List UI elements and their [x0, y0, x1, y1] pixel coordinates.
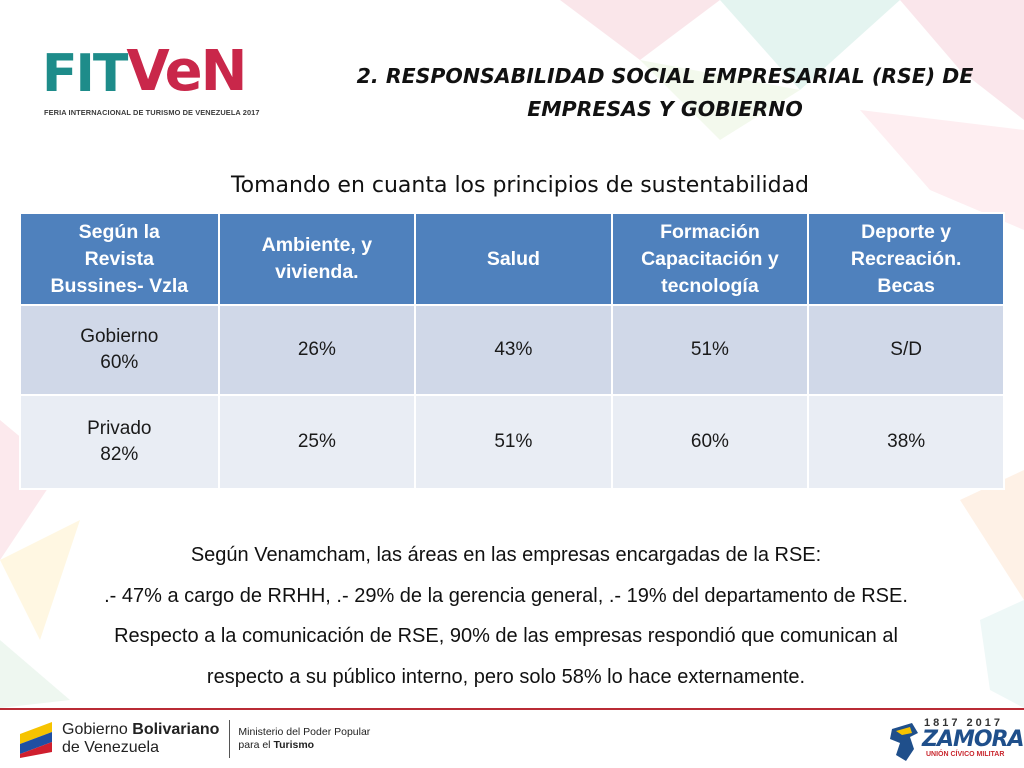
logo-ven-text: VeN	[126, 39, 246, 104]
header-ambiente	[219, 213, 416, 305]
table-header-row	[20, 213, 1004, 305]
header-line: tecnología	[661, 274, 759, 297]
header-line: Recreación.	[850, 247, 962, 270]
zamora-logo	[888, 717, 1024, 763]
table-cell: 26%	[219, 305, 416, 395]
header-line: Formación	[660, 220, 760, 243]
table-cell: 25%	[219, 395, 416, 489]
footer-separator	[229, 720, 230, 758]
row-sector-pct: 60%	[100, 352, 139, 373]
row-sector: Privado	[87, 418, 152, 439]
header-line: vivienda.	[275, 261, 359, 283]
header-formacion	[612, 213, 809, 305]
header-line: Deporte y	[861, 220, 952, 243]
note-line: respecto a su público interno, pero solo 58% lo hace externamente.	[206, 665, 806, 688]
ministry-name	[238, 726, 370, 752]
row-label-cell	[20, 305, 219, 395]
zamora-years: 1817 2017	[924, 717, 1003, 729]
header-line: Becas	[877, 274, 935, 297]
zamora-emblem-icon	[888, 719, 922, 763]
gov-logo-block	[18, 720, 370, 758]
slide-title-line2: EMPRESAS Y GOBIERNO	[527, 97, 803, 121]
notes-block	[0, 535, 1012, 697]
note-line: Respecto a la comunicación de RSE, 90% de las empresas respondió que comunican al	[114, 625, 898, 647]
table-cell: 60%	[612, 395, 809, 489]
slide-title-line1: 2. RESPONSABILIDAD SOCIAL EMPRESARIAL (RSE) DE	[356, 64, 974, 88]
note-line: Según Venamcham, las áreas en las empresas encargadas de la RSE:	[190, 544, 822, 566]
header-line: Salud	[486, 247, 540, 270]
footer-divider	[0, 708, 1024, 710]
table-cell: 43%	[415, 305, 611, 395]
slide-title	[320, 60, 1010, 126]
row-label-cell	[20, 395, 219, 489]
gov-name-a: Gobierno	[62, 721, 133, 738]
table-cell: 51%	[612, 305, 809, 395]
header-line: Revista	[84, 247, 154, 270]
rse-table	[19, 212, 1005, 490]
gov-name-line2: de Venezuela	[62, 739, 159, 756]
fitven-logo	[42, 30, 282, 125]
header-deporte	[808, 213, 1004, 305]
table-cell: S/D	[808, 305, 1004, 395]
ministry-line1: Ministerio del Poder Popular	[238, 726, 371, 738]
slide-subtitle: Tomando en cuanta los principios de sustentabilidad	[230, 173, 810, 198]
table-row-gobierno	[20, 305, 1004, 395]
header-salud	[415, 213, 611, 305]
logo-fit-text: FIT	[42, 44, 127, 104]
row-sector-pct: 82%	[100, 444, 139, 465]
ministry-line2-a: para el	[238, 739, 274, 751]
note-line: .- 47% a cargo de RRHH, .- 29% de la gerencia general, .- 19% del departamento de RSE.	[104, 584, 908, 607]
header-line: Bussines- Vzla	[50, 274, 189, 297]
header-line: Según la	[78, 220, 160, 243]
zamora-name: ZAMORA	[922, 727, 1024, 752]
row-sector: Gobierno	[80, 326, 159, 347]
header-source	[20, 213, 219, 305]
table-cell: 51%	[415, 395, 611, 489]
logo-tagline: FERIA INTERNACIONAL DE TURISMO DE VENEZUELA 2017	[44, 108, 260, 117]
zamora-subtitle: UNIÓN CÍVICO MILITAR	[926, 751, 1005, 758]
venezuela-flag-icon	[18, 720, 54, 758]
ministry-line2-b: Turismo	[273, 739, 315, 751]
gov-name	[62, 721, 219, 757]
header-line: Ambiente, y	[261, 234, 373, 256]
table-row-privado	[20, 395, 1004, 489]
header-line: Capacitación y	[641, 247, 779, 270]
gov-name-b: Bolivariano	[132, 721, 220, 738]
table-cell: 38%	[808, 395, 1004, 489]
